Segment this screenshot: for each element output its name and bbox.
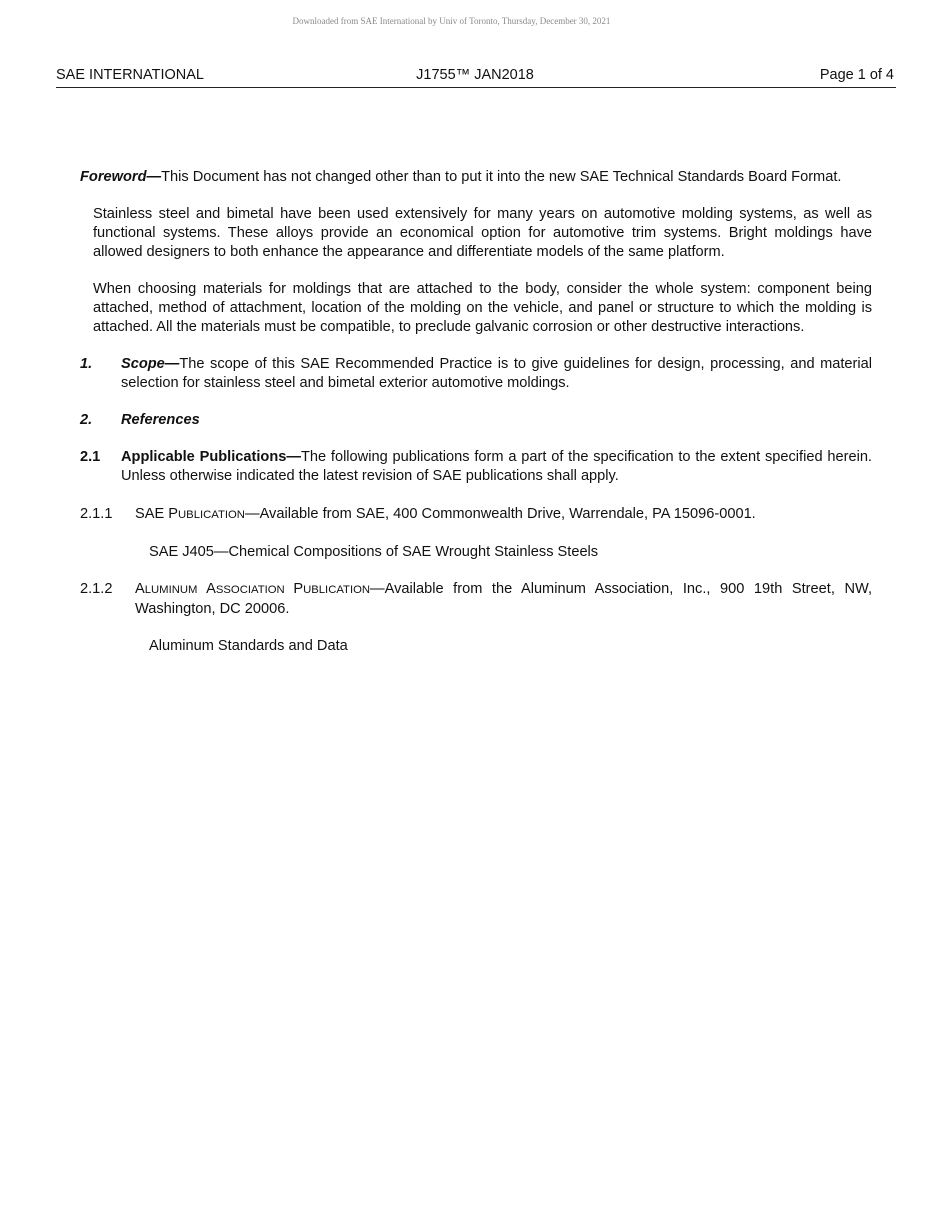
section-2-1-1-title-smallcaps: UBLICATION	[178, 508, 245, 521]
section-1-text: The scope of this SAE Recommended Practice is to give guidelines for design, processing, and material selection for stainless steel and bimetal exterior automotive moldings.	[121, 355, 872, 391]
section-2-1-1-text: —Available from SAE, 400 Commonwealth Drive, Warrendale, PA 15096-0001.	[244, 505, 756, 522]
section-2-1-2-t2-smallcaps: SSOCIATION	[215, 584, 294, 597]
foreword-label: Foreword—	[80, 169, 162, 185]
section-2-title: References	[121, 412, 200, 429]
foreword-paragraph	[80, 168, 872, 187]
section-2-1-2-aluminum-association	[80, 580, 872, 618]
section-2-number: 2.	[80, 412, 93, 429]
section-2-1-2-t3-smallcaps: UBLICATION	[303, 584, 371, 597]
section-2-1-1-title-prefix: SAE P	[135, 505, 178, 522]
intro-paragraph-2: When choosing materials for moldings that are attached to the body, consider the whole system: component being attached, method of attachment, location of the molding on the vehicle, and panel or structure to which the molding is attached. All the materials must be compatible, to preclude galvanic corrosion or other destructive interactions.	[93, 281, 872, 335]
header-doc-id: J1755™ JAN2018	[416, 67, 534, 83]
header-publisher: SAE INTERNATIONAL	[56, 67, 204, 83]
section-2-1-2-t2: A	[206, 581, 216, 598]
section-2-1-1-sae-publication	[80, 505, 872, 525]
section-1-title: Scope—	[121, 355, 180, 372]
page-header	[56, 66, 896, 88]
section-2-1-2-text: —Available from the Aluminum Association, Inc., 900 19th Street, NW, Washington, DC 20006.	[135, 581, 873, 618]
section-2-1-number: 2.1	[80, 449, 101, 466]
section-1-scope	[80, 355, 872, 392]
foreword-text: This Document has not changed other than to put it into the new SAE Technical Standards Board Format.	[161, 169, 842, 185]
section-2-1-applicable-publications	[80, 448, 872, 485]
reference-sae-j405: SAE J405—Chemical Compositions of SAE Wrought Stainless Steels	[149, 543, 599, 560]
download-watermark: Downloaded from SAE International by Univ of Toronto, Thursday, December 30, 2021	[292, 16, 611, 26]
header-page-number: Page 1 of 4	[819, 67, 894, 83]
section-2-1-2-number: 2.1.2	[80, 581, 113, 598]
document-body	[80, 168, 872, 656]
section-2-1-2-t3: P	[293, 581, 304, 598]
intro-paragraph-1: Stainless steel and bimetal have been used extensively for many years on automotive molding systems, as well as functional systems. These alloys provide an economical option for automotive trim systems. Bright moldings have allowed designers to both enhance the appearance and differentiate models of the same platform.	[93, 206, 872, 260]
section-2-1-2-t1: A	[135, 581, 145, 598]
section-2-1-2-t1-smallcaps: LUMINUM	[144, 584, 207, 597]
section-2-references	[80, 411, 872, 430]
reference-aluminum-standards: Aluminum Standards and Data	[149, 638, 348, 655]
section-2-1-text: The following publications form a part of the specification to the extent specified herein. Unless otherwise indicated the latest revision of SAE publications shall apply.	[121, 449, 872, 485]
section-2-1-1-number: 2.1.1	[80, 505, 113, 522]
section-1-number: 1.	[80, 355, 93, 372]
section-2-1-title: Applicable Publications—	[121, 449, 301, 466]
